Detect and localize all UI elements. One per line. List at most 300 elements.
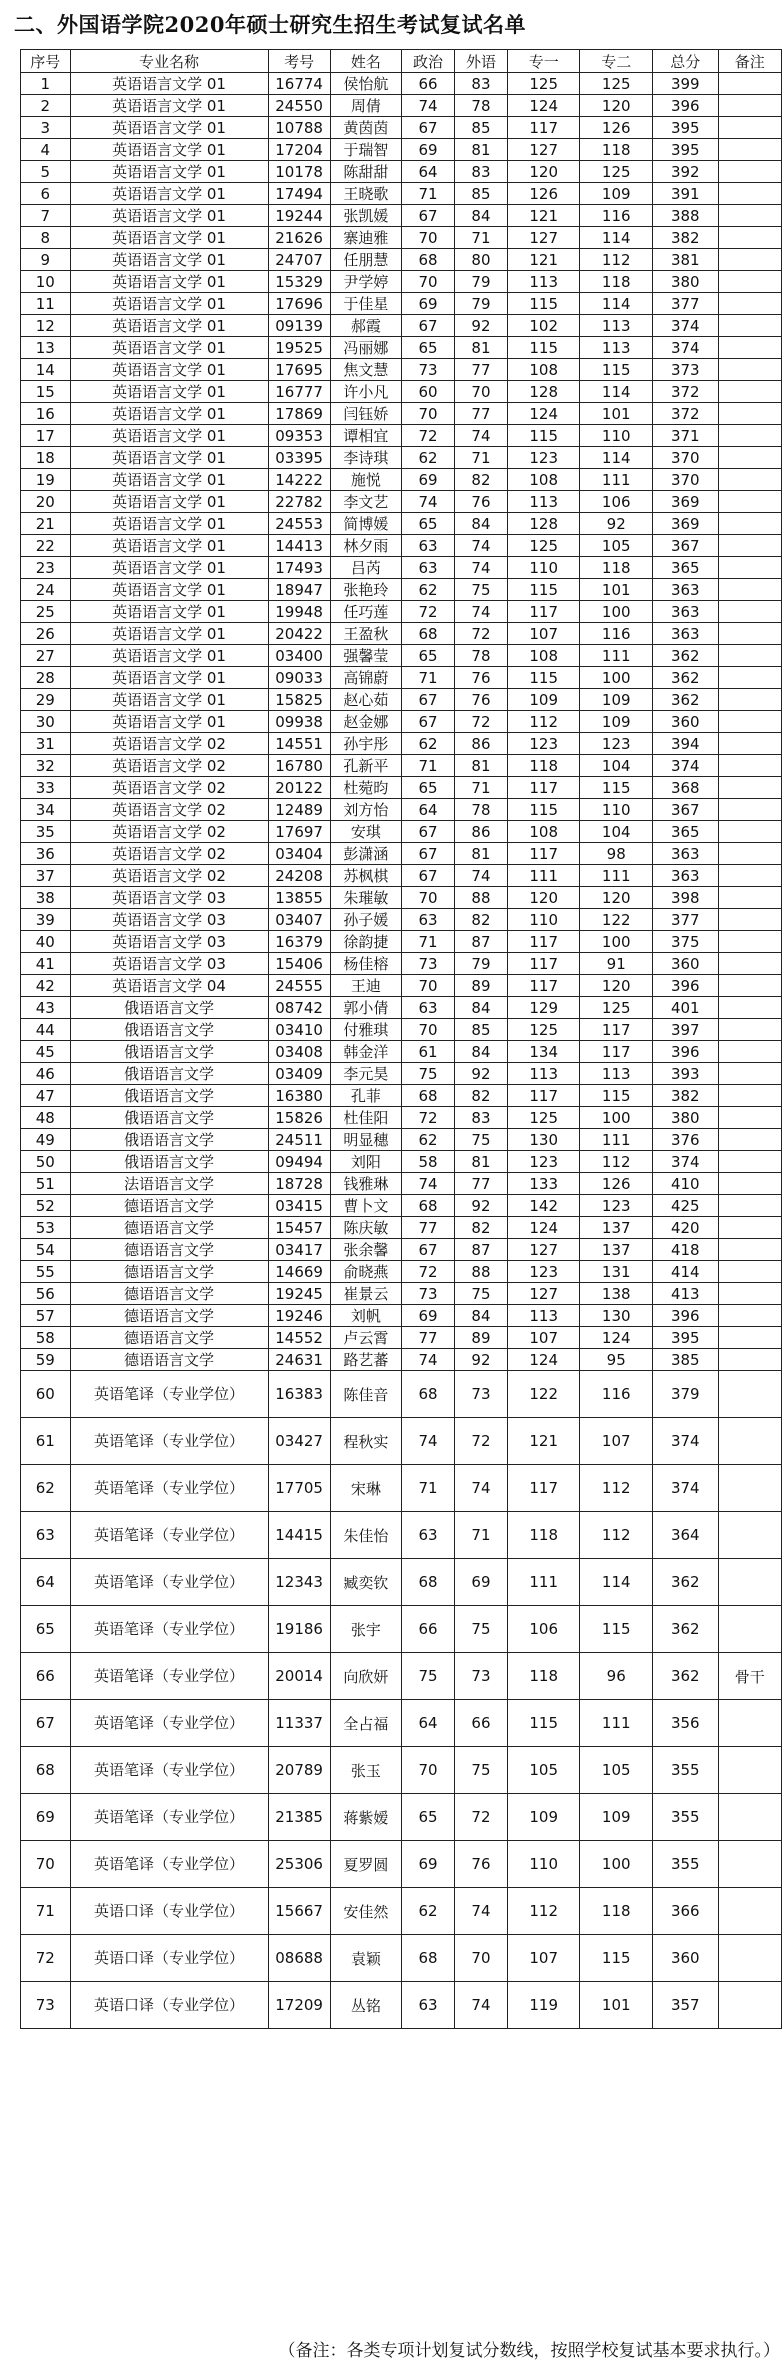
cell-subject-1: 117: [507, 601, 580, 623]
cell-subject-2: 98: [580, 843, 653, 865]
cell-major: 英语语言文学 01: [70, 117, 268, 139]
cell-major: 英语语言文学 01: [70, 337, 268, 359]
table-row: [21, 227, 782, 249]
cell-remarks: [718, 843, 781, 865]
cell-index: 57: [21, 1305, 71, 1327]
cell-subject-1: 120: [507, 887, 580, 909]
cell-index: 4: [21, 139, 71, 161]
cell-foreign-language: 73: [455, 1653, 508, 1700]
cell-remarks: [718, 1151, 781, 1173]
table-row: [21, 887, 782, 909]
cell-index: 70: [21, 1841, 71, 1888]
cell-major: 英语语言文学 01: [70, 95, 268, 117]
cell-foreign-language: 82: [455, 1217, 508, 1239]
cell-subject-2: 112: [580, 1151, 653, 1173]
cell-exam-id: 16380: [268, 1085, 330, 1107]
cell-politics: 74: [402, 95, 455, 117]
cell-major: 英语笔译（专业学位）: [70, 1559, 268, 1606]
cell-subject-2: 115: [580, 359, 653, 381]
cell-politics: 75: [402, 1063, 455, 1085]
cell-subject-1: 110: [507, 909, 580, 931]
cell-index: 13: [21, 337, 71, 359]
cell-index: 64: [21, 1559, 71, 1606]
cell-foreign-language: 66: [455, 1700, 508, 1747]
cell-politics: 62: [402, 733, 455, 755]
cell-exam-id: 21626: [268, 227, 330, 249]
cell-index: 25: [21, 601, 71, 623]
cell-subject-2: 131: [580, 1261, 653, 1283]
cell-major: 英语语言文学 01: [70, 557, 268, 579]
cell-subject-1: 119: [507, 1982, 580, 2029]
cell-major: 英语语言文学 01: [70, 469, 268, 491]
cell-subject-2: 101: [580, 403, 653, 425]
cell-politics: 68: [402, 1085, 455, 1107]
cell-subject-1: 115: [507, 579, 580, 601]
cell-remarks: [718, 491, 781, 513]
cell-name: 谭相宜: [330, 425, 401, 447]
cell-remarks: [718, 381, 781, 403]
cell-subject-1: 108: [507, 821, 580, 843]
cell-name: 闫钰娇: [330, 403, 401, 425]
cell-total: 398: [652, 887, 718, 909]
cell-politics: 62: [402, 579, 455, 601]
cell-major: 英语语言文学 02: [70, 755, 268, 777]
cell-index: 39: [21, 909, 71, 931]
cell-foreign-language: 71: [455, 227, 508, 249]
cell-subject-1: 112: [507, 1888, 580, 1935]
cell-total: 355: [652, 1794, 718, 1841]
cell-subject-1: 115: [507, 293, 580, 315]
cell-total: 418: [652, 1239, 718, 1261]
cell-exam-id: 19245: [268, 1283, 330, 1305]
cell-total: 425: [652, 1195, 718, 1217]
cell-exam-id: 03408: [268, 1041, 330, 1063]
cell-politics: 63: [402, 1512, 455, 1559]
table-row: [21, 139, 782, 161]
cell-subject-2: 116: [580, 623, 653, 645]
cell-index: 12: [21, 315, 71, 337]
cell-name: 路艺蕃: [330, 1349, 401, 1371]
table-row: [21, 1283, 782, 1305]
cell-subject-1: 111: [507, 865, 580, 887]
cell-exam-id: 14669: [268, 1261, 330, 1283]
cell-index: 49: [21, 1129, 71, 1151]
cell-exam-id: 03415: [268, 1195, 330, 1217]
cell-politics: 68: [402, 1371, 455, 1418]
cell-foreign-language: 74: [455, 1982, 508, 2029]
cell-subject-2: 109: [580, 689, 653, 711]
cell-total: 369: [652, 491, 718, 513]
cell-name: 施悦: [330, 469, 401, 491]
cell-major: 俄语语言文学: [70, 1063, 268, 1085]
cell-foreign-language: 78: [455, 95, 508, 117]
cell-index: 16: [21, 403, 71, 425]
cell-index: 66: [21, 1653, 71, 1700]
cell-major: 英语语言文学 01: [70, 161, 268, 183]
cell-subject-2: 130: [580, 1305, 653, 1327]
table-row: [21, 667, 782, 689]
table-row: [21, 1019, 782, 1041]
cell-index: 35: [21, 821, 71, 843]
cell-major: 英语语言文学 01: [70, 381, 268, 403]
cell-remarks: [718, 623, 781, 645]
cell-major: 德语语言文学: [70, 1239, 268, 1261]
cell-total: 396: [652, 1305, 718, 1327]
cell-politics: 68: [402, 1559, 455, 1606]
cell-exam-id: 09139: [268, 315, 330, 337]
cell-total: 367: [652, 799, 718, 821]
table-row: [21, 1982, 782, 2029]
cell-total: 365: [652, 821, 718, 843]
cell-politics: 72: [402, 425, 455, 447]
cell-exam-id: 20789: [268, 1747, 330, 1794]
cell-politics: 74: [402, 1349, 455, 1371]
cell-total: 382: [652, 227, 718, 249]
cell-index: 31: [21, 733, 71, 755]
cell-name: 冯丽娜: [330, 337, 401, 359]
cell-foreign-language: 74: [455, 1888, 508, 1935]
cell-remarks: [718, 1283, 781, 1305]
table-row: [21, 843, 782, 865]
cell-total: 382: [652, 1085, 718, 1107]
cell-total: 370: [652, 469, 718, 491]
cell-foreign-language: 74: [455, 535, 508, 557]
cell-subject-1: 110: [507, 1841, 580, 1888]
cell-subject-1: 128: [507, 381, 580, 403]
cell-index: 34: [21, 799, 71, 821]
col-header-index: 序号: [21, 50, 71, 73]
cell-index: 56: [21, 1283, 71, 1305]
cell-remarks: [718, 1261, 781, 1283]
table-row: [21, 601, 782, 623]
cell-subject-1: 117: [507, 953, 580, 975]
cell-politics: 70: [402, 271, 455, 293]
cell-exam-id: 16379: [268, 931, 330, 953]
cell-index: 27: [21, 645, 71, 667]
cell-total: 373: [652, 359, 718, 381]
cell-remarks: [718, 1606, 781, 1653]
cell-exam-id: 15667: [268, 1888, 330, 1935]
table-row: [21, 1935, 782, 1982]
cell-foreign-language: 70: [455, 381, 508, 403]
cell-name: 杨佳榕: [330, 953, 401, 975]
cell-subject-2: 104: [580, 821, 653, 843]
cell-remarks: [718, 117, 781, 139]
cell-major: 法语语言文学: [70, 1173, 268, 1195]
cell-foreign-language: 89: [455, 1327, 508, 1349]
cell-foreign-language: 82: [455, 1085, 508, 1107]
cell-subject-2: 114: [580, 1559, 653, 1606]
cell-politics: 73: [402, 359, 455, 381]
cell-politics: 70: [402, 227, 455, 249]
cell-index: 26: [21, 623, 71, 645]
cell-name: 宋琳: [330, 1465, 401, 1512]
cell-index: 62: [21, 1465, 71, 1512]
cell-subject-2: 101: [580, 1982, 653, 2029]
cell-subject-2: 120: [580, 887, 653, 909]
cell-exam-id: 21385: [268, 1794, 330, 1841]
cell-remarks: [718, 1512, 781, 1559]
cell-exam-id: 09494: [268, 1151, 330, 1173]
cell-subject-1: 115: [507, 667, 580, 689]
cell-subject-2: 111: [580, 1129, 653, 1151]
cell-total: 362: [652, 1606, 718, 1653]
table-row: [21, 1888, 782, 1935]
cell-index: 55: [21, 1261, 71, 1283]
cell-remarks: [718, 1063, 781, 1085]
cell-subject-1: 127: [507, 1239, 580, 1261]
cell-major: 德语语言文学: [70, 1349, 268, 1371]
cell-remarks: [718, 447, 781, 469]
cell-foreign-language: 79: [455, 293, 508, 315]
col-header-major: 专业名称: [70, 50, 268, 73]
cell-name: 朱佳怡: [330, 1512, 401, 1559]
cell-subject-1: 121: [507, 1418, 580, 1465]
cell-subject-1: 106: [507, 1606, 580, 1653]
cell-subject-1: 129: [507, 997, 580, 1019]
cell-politics: 64: [402, 161, 455, 183]
cell-major: 英语语言文学 01: [70, 183, 268, 205]
cell-subject-1: 122: [507, 1371, 580, 1418]
cell-total: 395: [652, 117, 718, 139]
cell-remarks: [718, 249, 781, 271]
cell-major: 英语语言文学 01: [70, 359, 268, 381]
table-row: [21, 1305, 782, 1327]
cell-major: 英语语言文学 01: [70, 447, 268, 469]
cell-name: 孙子媛: [330, 909, 401, 931]
cell-total: 380: [652, 271, 718, 293]
cell-subject-2: 126: [580, 1173, 653, 1195]
cell-name: 周倩: [330, 95, 401, 117]
cell-politics: 69: [402, 1305, 455, 1327]
table-row: [21, 1151, 782, 1173]
cell-exam-id: 17204: [268, 139, 330, 161]
cell-exam-id: 03417: [268, 1239, 330, 1261]
cell-exam-id: 17493: [268, 557, 330, 579]
cell-total: 391: [652, 183, 718, 205]
cell-total: 363: [652, 601, 718, 623]
cell-remarks: [718, 909, 781, 931]
cell-foreign-language: 75: [455, 1747, 508, 1794]
cell-index: 53: [21, 1217, 71, 1239]
cell-name: 钱雅琳: [330, 1173, 401, 1195]
cell-remarks: [718, 1371, 781, 1418]
cell-politics: 63: [402, 557, 455, 579]
cell-politics: 61: [402, 1041, 455, 1063]
cell-subject-2: 116: [580, 1371, 653, 1418]
cell-exam-id: 16774: [268, 73, 330, 95]
cell-politics: 69: [402, 1841, 455, 1888]
cell-politics: 65: [402, 513, 455, 535]
cell-subject-1: 117: [507, 117, 580, 139]
cell-index: 61: [21, 1418, 71, 1465]
cell-subject-1: 120: [507, 161, 580, 183]
cell-subject-1: 130: [507, 1129, 580, 1151]
cell-foreign-language: 76: [455, 491, 508, 513]
cell-subject-2: 137: [580, 1239, 653, 1261]
cell-foreign-language: 71: [455, 447, 508, 469]
cell-name: 郭小倩: [330, 997, 401, 1019]
cell-name: 韩金洋: [330, 1041, 401, 1063]
cell-total: 388: [652, 205, 718, 227]
cell-total: 374: [652, 1418, 718, 1465]
cell-exam-id: 17209: [268, 1982, 330, 2029]
cell-politics: 71: [402, 183, 455, 205]
cell-remarks: [718, 227, 781, 249]
cell-exam-id: 08742: [268, 997, 330, 1019]
table-row: [21, 1794, 782, 1841]
cell-subject-1: 123: [507, 1151, 580, 1173]
cell-subject-1: 124: [507, 1349, 580, 1371]
cell-exam-id: 24555: [268, 975, 330, 997]
cell-total: 360: [652, 953, 718, 975]
cell-total: 362: [652, 1653, 718, 1700]
cell-exam-id: 15825: [268, 689, 330, 711]
cell-major: 德语语言文学: [70, 1327, 268, 1349]
cell-total: 414: [652, 1261, 718, 1283]
cell-politics: 65: [402, 1794, 455, 1841]
cell-subject-2: 107: [580, 1418, 653, 1465]
cell-total: 366: [652, 1888, 718, 1935]
cell-exam-id: 09938: [268, 711, 330, 733]
cell-total: 357: [652, 1982, 718, 2029]
cell-politics: 71: [402, 931, 455, 953]
cell-remarks: [718, 1349, 781, 1371]
col-header-subject-1: 专一: [507, 50, 580, 73]
cell-index: 45: [21, 1041, 71, 1063]
cell-major: 英语语言文学 01: [70, 513, 268, 535]
cell-remarks: [718, 95, 781, 117]
cell-subject-1: 117: [507, 1085, 580, 1107]
table-row: [21, 645, 782, 667]
cell-foreign-language: 72: [455, 623, 508, 645]
cell-subject-1: 128: [507, 513, 580, 535]
cell-exam-id: 16383: [268, 1371, 330, 1418]
cell-name: 王晓歌: [330, 183, 401, 205]
cell-subject-2: 111: [580, 645, 653, 667]
cell-subject-2: 111: [580, 469, 653, 491]
cell-index: 40: [21, 931, 71, 953]
table-row: [21, 1327, 782, 1349]
cell-subject-2: 92: [580, 513, 653, 535]
cell-politics: 67: [402, 843, 455, 865]
cell-remarks: [718, 1217, 781, 1239]
table-row: [21, 1085, 782, 1107]
cell-exam-id: 24707: [268, 249, 330, 271]
cell-name: 陈佳音: [330, 1371, 401, 1418]
cell-name: 侯怡航: [330, 73, 401, 95]
cell-exam-id: 14551: [268, 733, 330, 755]
cell-major: 英语语言文学 01: [70, 711, 268, 733]
cell-politics: 67: [402, 689, 455, 711]
cell-index: 54: [21, 1239, 71, 1261]
cell-total: 374: [652, 337, 718, 359]
cell-subject-2: 115: [580, 1935, 653, 1982]
cell-total: 363: [652, 865, 718, 887]
cell-subject-1: 127: [507, 227, 580, 249]
cell-total: 364: [652, 1512, 718, 1559]
cell-subject-1: 125: [507, 73, 580, 95]
cell-subject-1: 113: [507, 491, 580, 513]
col-header-name: 姓名: [330, 50, 401, 73]
table-row: [21, 1239, 782, 1261]
cell-exam-id: 19186: [268, 1606, 330, 1653]
table-row: [21, 623, 782, 645]
table-row: [21, 997, 782, 1019]
cell-remarks: [718, 1041, 781, 1063]
cell-name: 彭潇涵: [330, 843, 401, 865]
cell-politics: 62: [402, 1888, 455, 1935]
cell-index: 50: [21, 1151, 71, 1173]
cell-subject-2: 100: [580, 1107, 653, 1129]
cell-major: 德语语言文学: [70, 1217, 268, 1239]
cell-name: 付雅琪: [330, 1019, 401, 1041]
cell-major: 俄语语言文学: [70, 1129, 268, 1151]
cell-total: 374: [652, 1465, 718, 1512]
cell-politics: 71: [402, 755, 455, 777]
cell-exam-id: 19948: [268, 601, 330, 623]
cell-remarks: [718, 1107, 781, 1129]
cell-index: 14: [21, 359, 71, 381]
cell-major: 英语语言文学 02: [70, 821, 268, 843]
cell-subject-2: 115: [580, 1606, 653, 1653]
cell-politics: 67: [402, 117, 455, 139]
cell-exam-id: 16777: [268, 381, 330, 403]
cell-index: 2: [21, 95, 71, 117]
cell-exam-id: 15826: [268, 1107, 330, 1129]
cell-index: 41: [21, 953, 71, 975]
cell-politics: 77: [402, 1327, 455, 1349]
cell-subject-2: 114: [580, 381, 653, 403]
cell-remarks: [718, 975, 781, 997]
table-row: [21, 381, 782, 403]
cell-index: 65: [21, 1606, 71, 1653]
cell-foreign-language: 84: [455, 1041, 508, 1063]
table-row: [21, 1129, 782, 1151]
cell-exam-id: 18728: [268, 1173, 330, 1195]
cell-major: 俄语语言文学: [70, 1019, 268, 1041]
cell-foreign-language: 78: [455, 799, 508, 821]
cell-total: 377: [652, 293, 718, 315]
cell-subject-1: 115: [507, 337, 580, 359]
cell-foreign-language: 81: [455, 1151, 508, 1173]
cell-politics: 70: [402, 887, 455, 909]
cell-subject-2: 100: [580, 667, 653, 689]
table-row: [21, 755, 782, 777]
cell-remarks: [718, 777, 781, 799]
cell-total: 420: [652, 1217, 718, 1239]
cell-major: 俄语语言文学: [70, 997, 268, 1019]
table-row: [21, 447, 782, 469]
cell-remarks: [718, 1559, 781, 1606]
cell-subject-2: 112: [580, 249, 653, 271]
cell-remarks: [718, 579, 781, 601]
cell-major: 英语语言文学 01: [70, 601, 268, 623]
cell-politics: 67: [402, 1239, 455, 1261]
table-row: [21, 95, 782, 117]
cell-major: 英语语言文学 01: [70, 73, 268, 95]
cell-index: 67: [21, 1700, 71, 1747]
cell-politics: 70: [402, 403, 455, 425]
cell-politics: 60: [402, 381, 455, 403]
cell-exam-id: 16780: [268, 755, 330, 777]
table-row: [21, 315, 782, 337]
cell-name: 刘帆: [330, 1305, 401, 1327]
cell-foreign-language: 72: [455, 711, 508, 733]
cell-remarks: [718, 1085, 781, 1107]
cell-total: 399: [652, 73, 718, 95]
cell-foreign-language: 85: [455, 117, 508, 139]
